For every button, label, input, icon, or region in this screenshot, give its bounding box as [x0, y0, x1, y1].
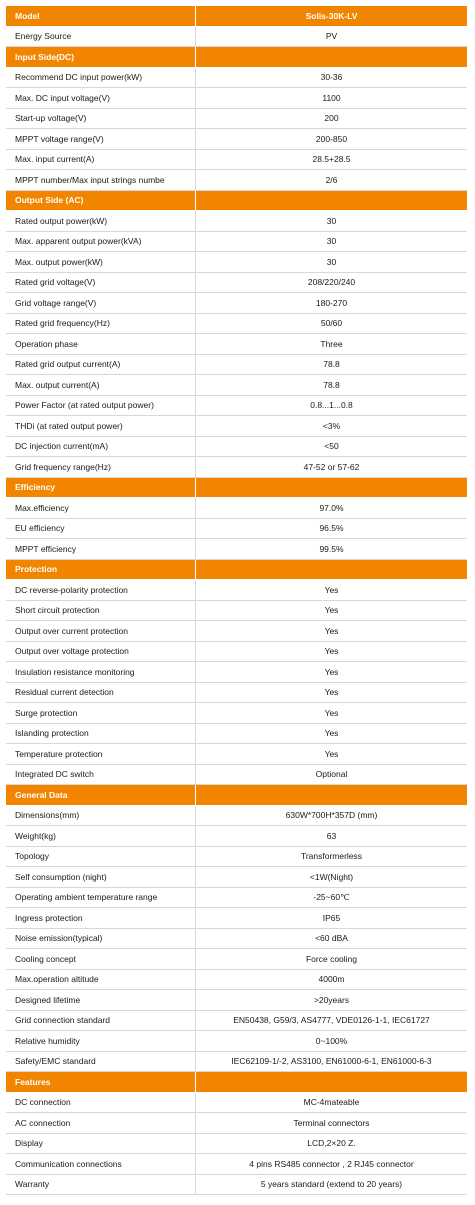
- spec-value: Terminal connectors: [293, 1117, 370, 1128]
- section-header-row: [6, 785, 467, 806]
- table-row: [6, 703, 467, 724]
- spec-value: 47-52 or 57-62: [303, 461, 360, 472]
- spec-value: 0.8...1...0.8: [310, 400, 353, 411]
- spec-label: MPPT number/Max input strings numbe: [6, 170, 196, 190]
- spec-label: Dimensions(mm): [6, 806, 196, 826]
- table-row: [6, 990, 467, 1011]
- section-header-row: [6, 1072, 467, 1093]
- table-row: [6, 642, 467, 663]
- spec-label: Cooling concept: [6, 949, 196, 969]
- table-row: [6, 580, 467, 601]
- spec-label: Rated grid output current(A): [6, 355, 196, 375]
- spec-label: DC connection: [6, 1093, 196, 1113]
- spec-label: Recommend DC input power(kW): [6, 68, 196, 88]
- spec-label: Max.efficiency: [6, 498, 196, 518]
- spec-value: 30: [326, 236, 337, 247]
- spec-value: MC-4mateable: [303, 1097, 360, 1108]
- table-row: [6, 724, 467, 745]
- spec-value: EN50438, G59/3, AS4777, VDE0126-1-1, IEC61727: [233, 1015, 430, 1026]
- spec-label: Max. DC input voltage(V): [6, 88, 196, 108]
- model-header-label: Model: [6, 6, 196, 26]
- spec-value: 0~100%: [315, 1035, 348, 1046]
- table-row: [6, 806, 467, 827]
- table-row: [6, 970, 467, 991]
- spec-value: 180-270: [315, 297, 348, 308]
- spec-rows: [6, 27, 467, 1196]
- spec-value: 78.8: [323, 379, 340, 390]
- spec-value: Yes: [324, 707, 339, 718]
- table-row: [6, 314, 467, 335]
- spec-label: Weight(kg): [6, 826, 196, 846]
- table-row: [6, 211, 467, 232]
- table-row: [6, 293, 467, 314]
- spec-value: IP65: [322, 912, 341, 923]
- section-title: Output Side (AC): [6, 191, 196, 211]
- section-title: Efficiency: [6, 478, 196, 498]
- spec-value: Three: [320, 338, 343, 349]
- spec-label: Noise emission(typical): [6, 929, 196, 949]
- spec-label: Surge protection: [6, 703, 196, 723]
- spec-value: 30-36: [320, 72, 343, 83]
- table-row: [6, 908, 467, 929]
- table-row: [6, 867, 467, 888]
- section-header-row: [6, 560, 467, 581]
- spec-value: <50: [324, 441, 339, 452]
- table-row: [6, 826, 467, 847]
- section-value-cell: [196, 47, 467, 67]
- table-row: [6, 765, 467, 786]
- table-row: [6, 601, 467, 622]
- table-row: [6, 88, 467, 109]
- table-row: [6, 929, 467, 950]
- section-value-cell: [196, 785, 467, 805]
- spec-value: 97.0%: [319, 502, 344, 513]
- spec-label: Max. output power(kW): [6, 252, 196, 272]
- spec-label: Operating ambient temperature range: [6, 888, 196, 908]
- model-header-value: Solis-30K-LV: [305, 10, 358, 21]
- spec-label: Grid frequency range(Hz): [6, 457, 196, 477]
- spec-value: 50/60: [320, 318, 343, 329]
- table-row: [6, 334, 467, 355]
- table-row: [6, 683, 467, 704]
- section-title: Features: [6, 1072, 196, 1092]
- table-row: [6, 1134, 467, 1155]
- table-row: [6, 252, 467, 273]
- table-row: [6, 170, 467, 191]
- spec-value: 99.5%: [319, 543, 344, 554]
- section-title: Input Side(DC): [6, 47, 196, 67]
- spec-value: 4 pins RS485 connector , 2 RJ45 connector: [249, 1158, 414, 1169]
- section-header-row: [6, 478, 467, 499]
- spec-value: Yes: [324, 646, 339, 657]
- spec-label: Self consumption (night): [6, 867, 196, 887]
- spec-label: Warranty: [6, 1175, 196, 1195]
- table-row: [6, 129, 467, 150]
- table-row: [6, 27, 467, 48]
- spec-label: Rated output power(kW): [6, 211, 196, 231]
- spec-label: Rated grid voltage(V): [6, 273, 196, 293]
- spec-label: Relative humidity: [6, 1031, 196, 1051]
- section-header-row: [6, 191, 467, 212]
- spec-label: Integrated DC switch: [6, 765, 196, 785]
- spec-value: PV: [325, 31, 338, 42]
- spec-label: Max. apparent output power(kVA): [6, 232, 196, 252]
- table-row: [6, 1175, 467, 1196]
- table-row: [6, 68, 467, 89]
- spec-label: Islanding protection: [6, 724, 196, 744]
- spec-label: Display: [6, 1134, 196, 1154]
- spec-label: Residual current detection: [6, 683, 196, 703]
- spec-value: 200-850: [315, 133, 348, 144]
- spec-value: Yes: [324, 728, 339, 739]
- spec-value: >20years: [313, 994, 350, 1005]
- spec-value: 28.5+28.5: [312, 154, 351, 165]
- section-value-cell: [196, 478, 467, 498]
- spec-label: DC injection current(mA): [6, 437, 196, 457]
- table-row: [6, 498, 467, 519]
- spec-value: 30: [326, 256, 337, 267]
- spec-label: Ingress protection: [6, 908, 196, 928]
- spec-value: 4000m: [318, 974, 345, 985]
- spec-value: <1W(Night): [309, 871, 354, 882]
- section-title: Protection: [6, 560, 196, 580]
- spec-label: Short circuit protection: [6, 601, 196, 621]
- table-row: [6, 355, 467, 376]
- section-header-row: [6, 47, 467, 68]
- table-row: [6, 375, 467, 396]
- spec-value: Yes: [324, 666, 339, 677]
- spec-label: Topology: [6, 847, 196, 867]
- section-title: General Data: [6, 785, 196, 805]
- spec-value: 200: [324, 113, 339, 124]
- spec-label: Safety/EMC standard: [6, 1052, 196, 1072]
- section-value-cell: [196, 1072, 467, 1092]
- table-row: [6, 437, 467, 458]
- spec-label: Rated grid frequency(Hz): [6, 314, 196, 334]
- spec-table: [6, 6, 467, 1195]
- spec-value: 2/6: [325, 174, 338, 185]
- spec-value: <60 dBA: [315, 933, 348, 944]
- table-row: [6, 1031, 467, 1052]
- spec-label: THDi (at rated output power): [6, 416, 196, 436]
- table-row: [6, 539, 467, 560]
- spec-label: Temperature protection: [6, 744, 196, 764]
- table-row: [6, 416, 467, 437]
- table-row: [6, 1052, 467, 1073]
- spec-label: Start-up voltage(V): [6, 109, 196, 129]
- spec-value: Yes: [324, 625, 339, 636]
- spec-label: Max. output current(A): [6, 375, 196, 395]
- spec-value: 208/220/240: [307, 277, 356, 288]
- table-row: [6, 949, 467, 970]
- spec-value: Transformerless: [300, 851, 363, 862]
- table-row: [6, 621, 467, 642]
- spec-label: Communication connections: [6, 1154, 196, 1174]
- table-row: [6, 847, 467, 868]
- spec-value: <3%: [322, 420, 341, 431]
- spec-value: Yes: [324, 748, 339, 759]
- spec-label: MPPT voltage range(V): [6, 129, 196, 149]
- spec-value: LCD,2×20 Z.: [307, 1138, 356, 1149]
- spec-label: Grid voltage range(V): [6, 293, 196, 313]
- spec-label: Output over voltage protection: [6, 642, 196, 662]
- spec-value: 63: [326, 830, 337, 841]
- table-row: [6, 457, 467, 478]
- spec-label: Power Factor (at rated output power): [6, 396, 196, 416]
- table-row: [6, 888, 467, 909]
- spec-value: -25~60℃: [313, 891, 350, 902]
- table-row: [6, 1011, 467, 1032]
- spec-value: IEC62109-1/-2, AS3100, EN61000-6-1, EN61000-6-3: [231, 1056, 432, 1067]
- spec-label: DC reverse-polarity protection: [6, 580, 196, 600]
- table-row: [6, 1154, 467, 1175]
- spec-label: Insulation resistance monitoring: [6, 662, 196, 682]
- spec-value: 630W*700H*357D (mm): [285, 810, 378, 821]
- spec-label: MPPT efficiency: [6, 539, 196, 559]
- spec-value: Yes: [324, 584, 339, 595]
- table-row: [6, 232, 467, 253]
- model-header-row: [6, 6, 467, 27]
- spec-value: 1100: [322, 92, 341, 103]
- table-row: [6, 1093, 467, 1114]
- spec-label: Operation phase: [6, 334, 196, 354]
- spec-label: Output over current protection: [6, 621, 196, 641]
- spec-value: 96.5%: [319, 523, 344, 534]
- spec-value: Force cooling: [305, 953, 358, 964]
- spec-label: Energy Source: [6, 27, 196, 47]
- table-row: [6, 1113, 467, 1134]
- table-row: [6, 519, 467, 540]
- table-row: [6, 273, 467, 294]
- spec-value: 5 years standard (extend to 20 years): [260, 1179, 403, 1190]
- spec-label: Max. input current(A): [6, 150, 196, 170]
- table-row: [6, 109, 467, 130]
- table-row: [6, 396, 467, 417]
- section-value-cell: [196, 560, 467, 580]
- spec-label: Max.operation altitude: [6, 970, 196, 990]
- spec-value: 78.8: [323, 359, 340, 370]
- spec-value: 30: [326, 215, 337, 226]
- section-value-cell: [196, 191, 467, 211]
- table-row: [6, 662, 467, 683]
- table-row: [6, 150, 467, 171]
- spec-label: EU efficiency: [6, 519, 196, 539]
- spec-label: AC connection: [6, 1113, 196, 1133]
- spec-value: Yes: [324, 687, 339, 698]
- table-row: [6, 744, 467, 765]
- spec-label: Grid connection standard: [6, 1011, 196, 1031]
- spec-label: Designed lifetime: [6, 990, 196, 1010]
- spec-value: Optional: [315, 769, 348, 780]
- spec-value: Yes: [324, 605, 339, 616]
